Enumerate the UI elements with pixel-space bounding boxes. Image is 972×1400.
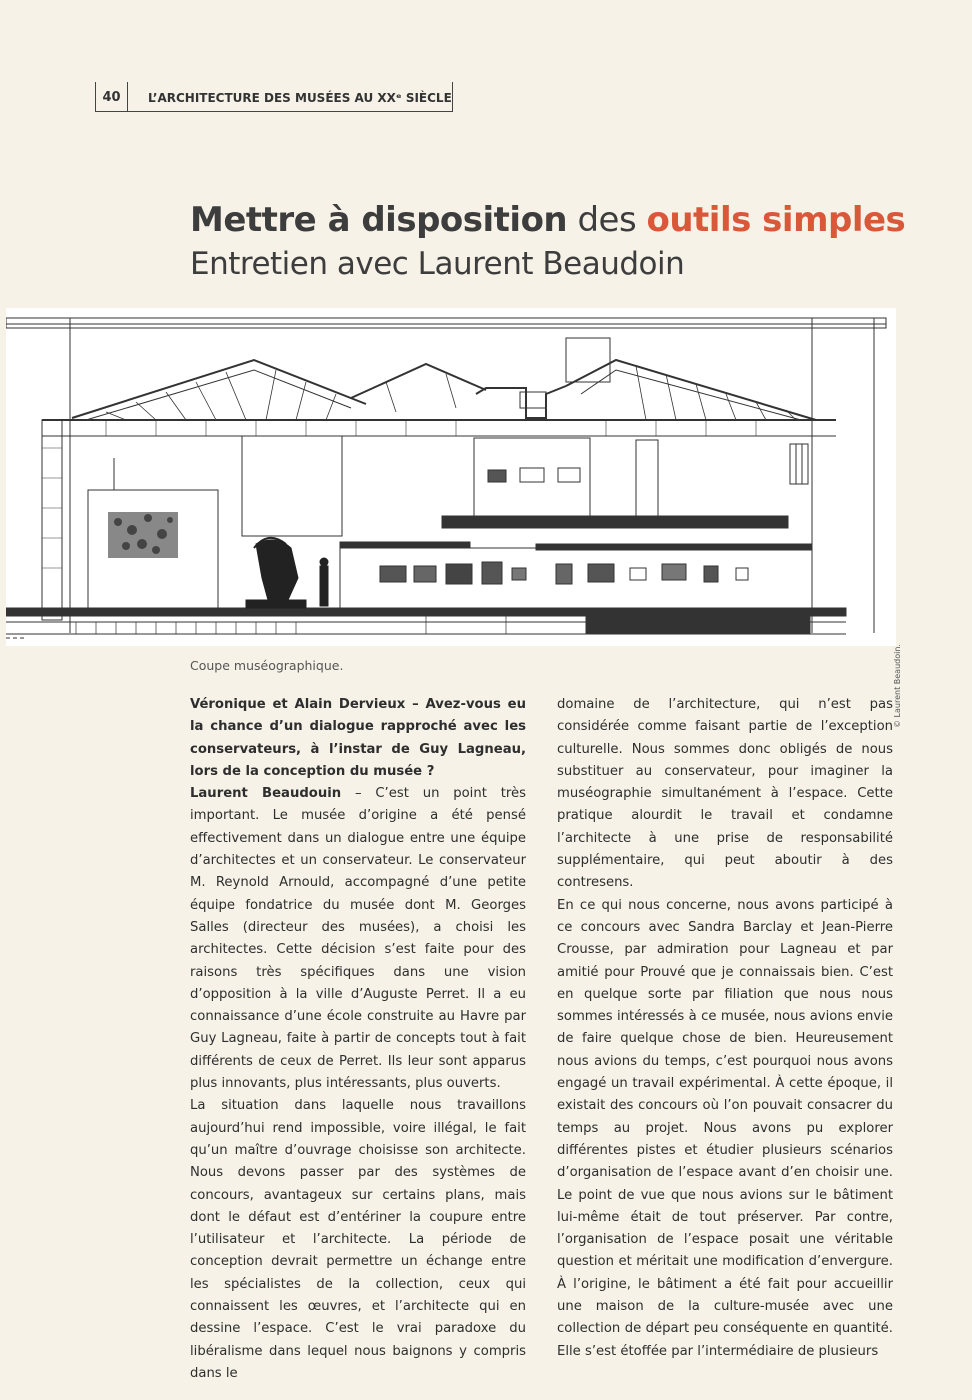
article-title: [190, 198, 906, 242]
photo-credit-text: © Laurent Beaudoin.: [893, 644, 902, 728]
answer-paragraph-1: – C’est un point très important. Le musée d’origine a été pensé effectivement dans un dialogue entre une équipe d’architectes et un conservateur. Le conservateur M. Reynold Arnould, accompagné d’une petite équipe fondatrice du musée dont M. Georges Salles (directeur des musées), a choisi les architectes. Cette décision s’est faite pour des raisons très spécifiques dans une vision d’opposition à la ville d’Auguste Perret. Il a eu connaissance d’une école construite au Havre par Guy Lagneau, faite à partir de concepts tout à fait différents de ceux de Perret. Ils leur sont apparus plus innovants, plus intéressants, plus ouverts.: [190, 786, 526, 1092]
question-speaker: Véronique et Alain Dervieux: [190, 697, 406, 712]
article-subtitle: Entretien avec Laurent Beaudoin: [190, 246, 685, 282]
top-beam: [6, 318, 886, 324]
interview-question: [190, 694, 526, 783]
article-column-left: [190, 694, 526, 1385]
answer-paragraph-2: La situation dans laquelle nous travaillons aujourd’hui rend impossible, voire illégal, le fait qu’un maître d’ouvrage choisisse son architecte. Nous devons passer par des systèmes de concours, avantageux sur certains plans, mais dont le défaut est d’entériner la coupure entre l’utilisateur et l’architecte. La période de conception devrait permettre un échange entre les spécialistes de la collection, ceux qui connaissent les œuvres, et l’architecte qui en dessine l’espace. C’est le vrai paradoxe du libéralisme dans lequel nous baignons y compris dans le: [190, 1098, 526, 1381]
question-text: – Avez-vous eu la chance d’un dialogue rapproché avec les conservateurs, à l’instar de Guy Lagneau, lors de la conception du musée ?: [190, 697, 526, 779]
page-number: 40: [96, 82, 128, 111]
answer-speaker: Laurent Beaudouin: [190, 786, 342, 802]
article-title-block: [190, 198, 906, 286]
answer-paragraph-3: domaine de l’architecture, qui n’est pas considérée comme faisant partie de l’exception culturelle. Nous sommes donc obligés de nous substituer au conservateur, pour imaginer la muséographie simultanément à l’espace. Cette pratique alourdit le travail et condamne l’architecte à une prise de responsabilité supplémentaire, qui peut aboutir à des contresens.: [557, 697, 893, 891]
running-header: [95, 82, 453, 112]
title-accent-part: outils simples: [646, 200, 906, 240]
photo-credit: [893, 644, 907, 738]
section-drawing-svg: [6, 308, 896, 646]
article-column-right: [557, 694, 893, 1363]
answer-paragraph-4: En ce qui nous concerne, nous avons participé à ce concours avec Sandra Barclay et Jean-Pierre Crousse, par admiration pour Lagneau et par amitié pour Prouvé que je connaissais bien. C’est en quelque sorte par filiation que nous nous sommes intéressés à ce musée, nous avions envie de faire quelque chose de bien. Heureusement nous avions du temps, c’est pourquoi nous avons engagé un travail expérimental. À cette époque, il existait des concours où l’on pouvait consacrer du temps au projet. Nous avons pu explorer différentes pistes et étudier plusieurs scénarios d’organisation de l’espace avant d’en choisir une. Le point de vue que nous avions sur le bâtiment lui-même était de tout préserver. Par contre, l’organisation de l’espace posait une véritable question et méritait une modification d’envergure. À l’origine, le bâtiment a été fait pour accueillir une maison de la culture-musée avec une collection de départ peu conséquente en quantité. Elle s’est étoffée par l’intermédiaire de plusieurs: [557, 897, 893, 1359]
figure-caption: Coupe muséographique.: [190, 658, 344, 673]
interview-answer: [190, 783, 526, 1095]
running-title: L’ARCHITECTURE DES MUSÉES AU XXᵉ SIÈCLE: [148, 91, 452, 105]
top-beam-lower: [6, 324, 886, 328]
museographic-section-drawing: [6, 308, 896, 646]
title-bold-part: Mettre à disposition: [190, 200, 568, 240]
title-light-part: des: [567, 200, 647, 240]
